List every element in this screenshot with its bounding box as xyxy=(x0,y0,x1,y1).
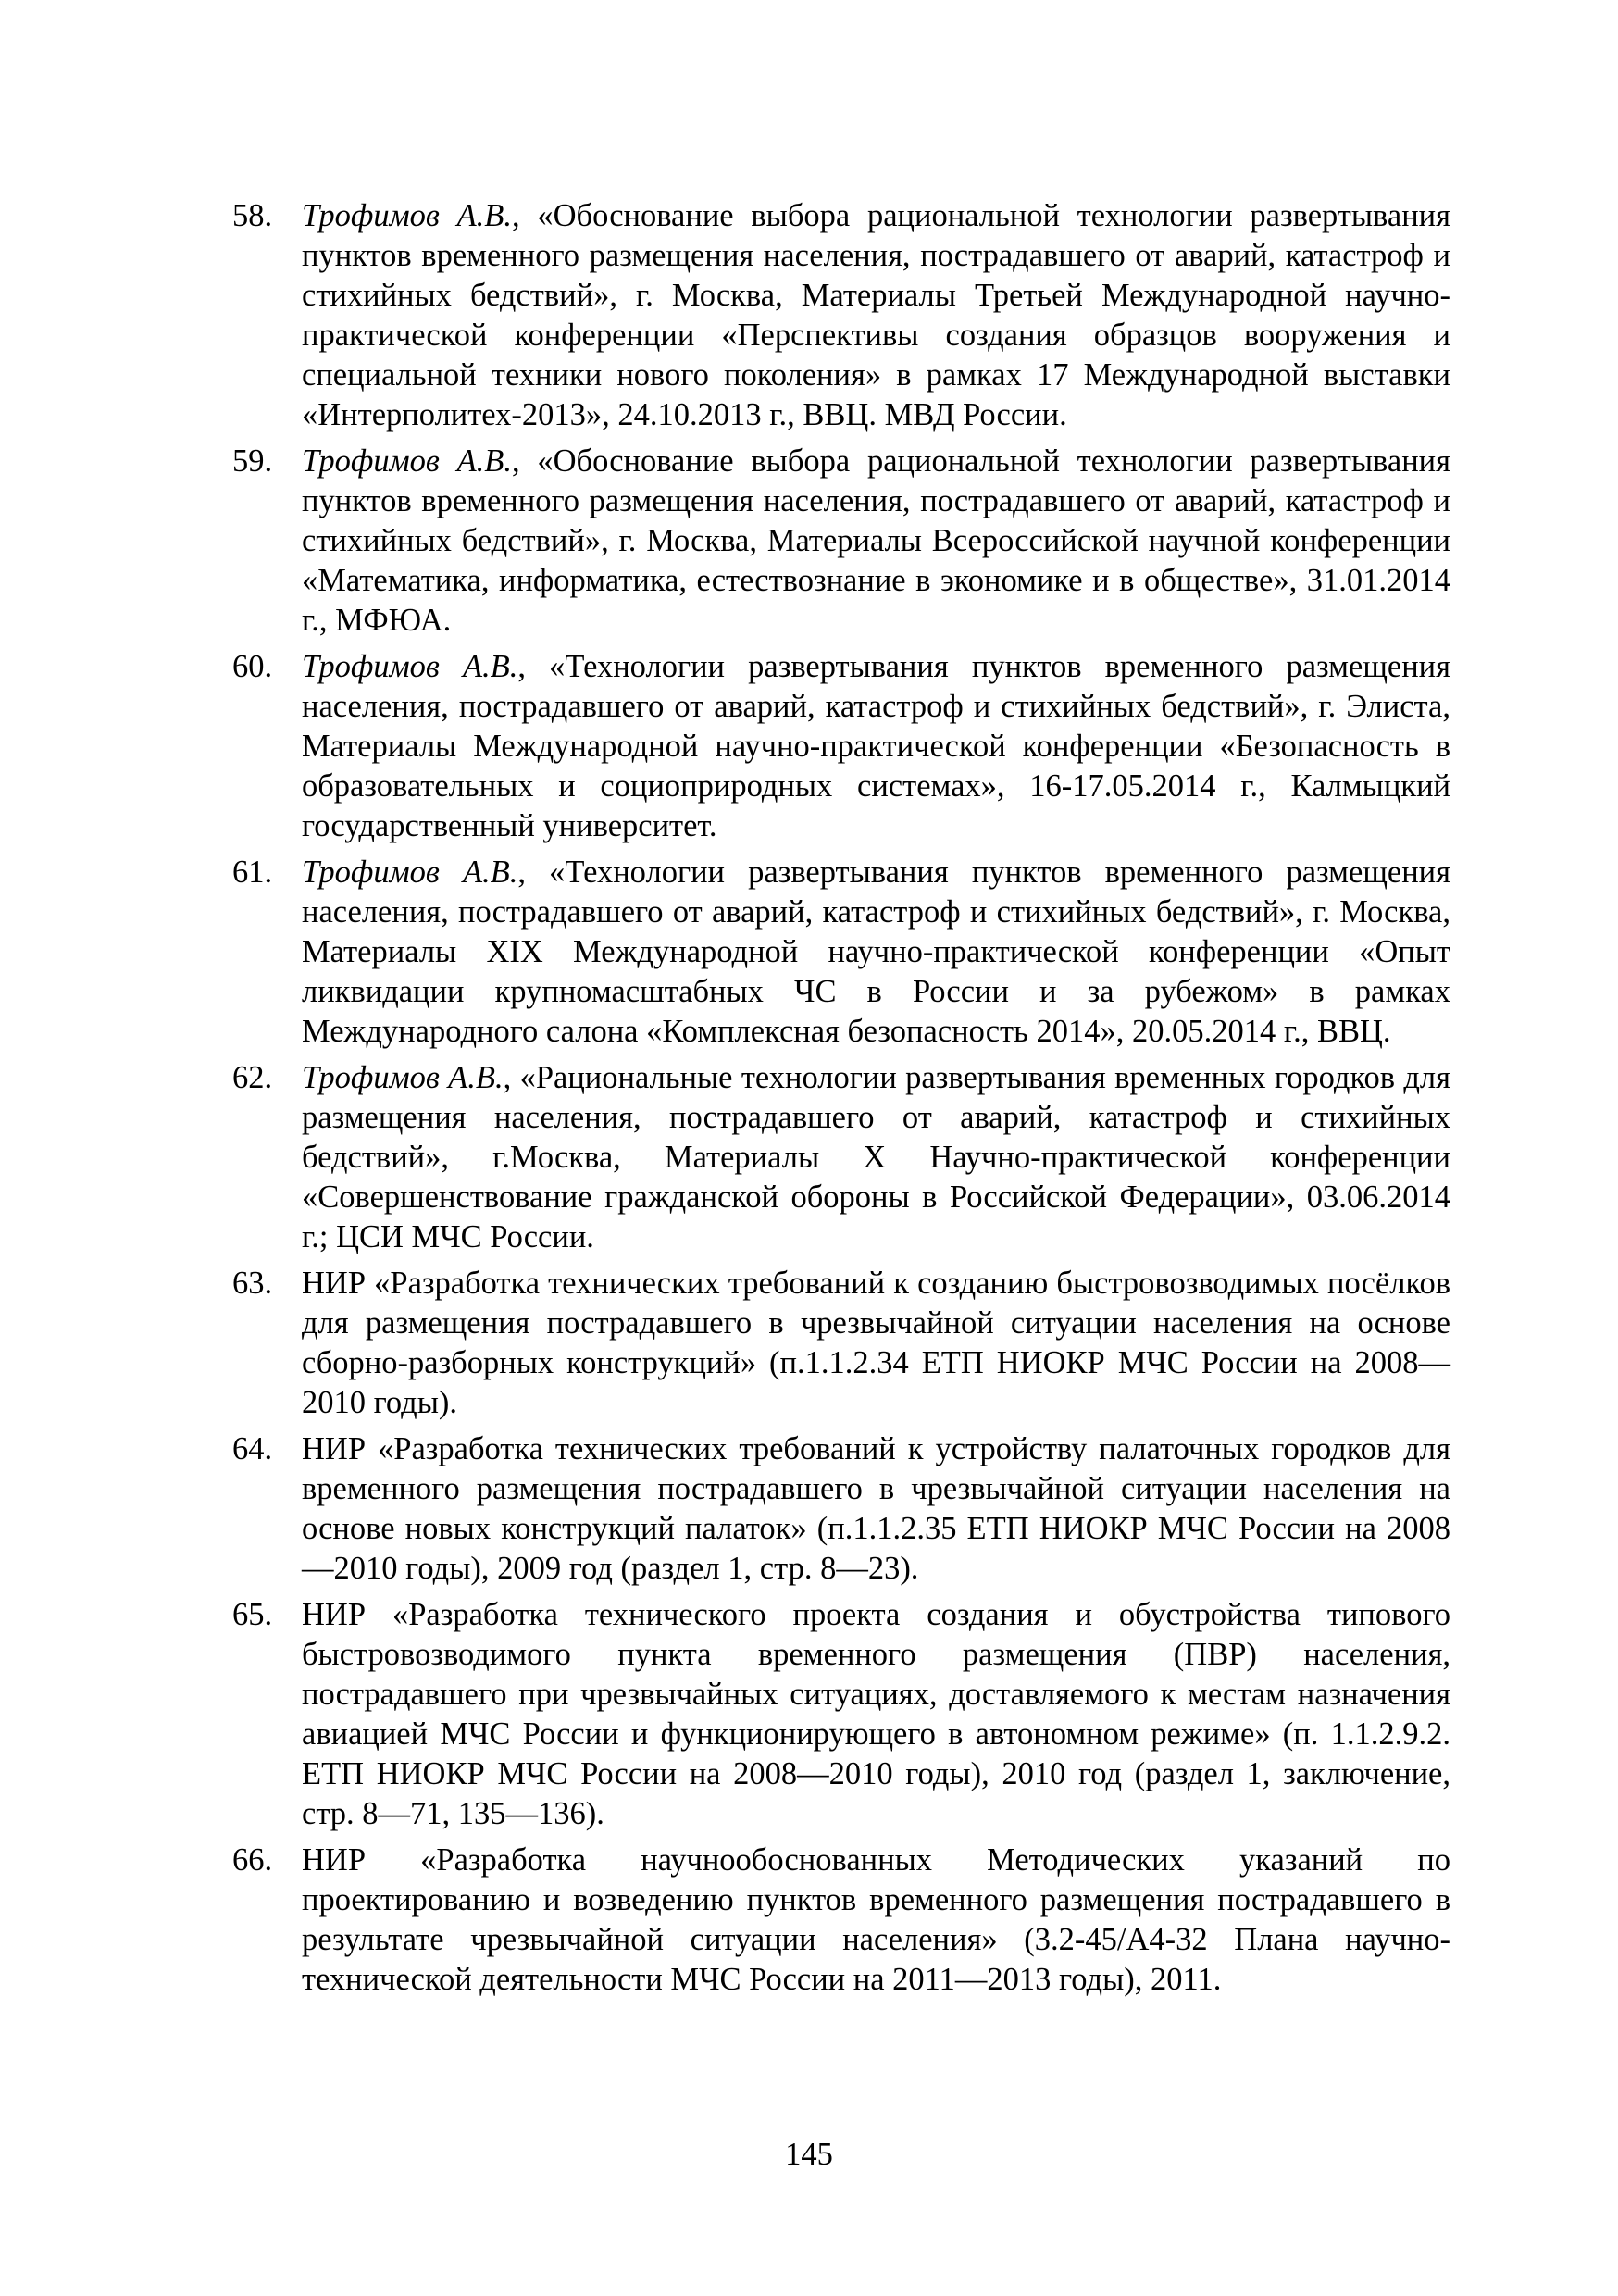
reference-author: Трофимов А.В. xyxy=(302,855,518,890)
reference-text xyxy=(302,1429,1450,1589)
reference-number: 60. xyxy=(232,649,273,684)
reference-description: НИР «Разработка технического проекта создания и обустройства типового быстровозводимого пункта временного размещения (ПВР) населения, пострадавшего при чрезвычайных ситуациях, доставляемого к местам назначения авиацией МЧС России и функционирующего в автономном режиме» (п. 1.1.2.9.2. ЕТП НИОКР МЧС России на 2008—2010 годы), 2010 год (раздел 1, заключение, стр. 8—71, 135—136). xyxy=(302,1597,1450,1831)
reference-description: НИР «Разработка технических требований к устройству палаточных городков для временного размещения пострадавшего в чрезвычайной ситуации населения на основе новых конструкций палаток» (п.1.1.2.35 ЕТП НИОКР МЧС России на 2008—2010 годы), 2009 год (раздел 1, стр. 8—23). xyxy=(302,1431,1450,1586)
reference-number: 62. xyxy=(232,1060,273,1095)
reference-item xyxy=(232,1429,1450,1589)
reference-item xyxy=(232,1595,1450,1834)
reference-item xyxy=(232,1841,1450,2000)
reference-number: 58. xyxy=(232,198,273,233)
reference-text xyxy=(302,1058,1450,1257)
reference-number: 64. xyxy=(232,1431,273,1466)
reference-text xyxy=(302,1595,1450,1834)
reference-author: Трофимов А.В. xyxy=(302,443,512,479)
reference-description: , «Рациональные технологии развертывания временных городков для размещения населения, пострадавшего от аварий, катастроф и стихийных бедствий», г.Москва, Материалы X Научно-практической конференции «Совершенствование гражданской обороны в Российской Федерации», 03.06.2014 г.; ЦСИ МЧС России. xyxy=(302,1060,1450,1254)
reference-author: Трофимов А.В. xyxy=(302,198,512,233)
reference-text xyxy=(302,1264,1450,1423)
reference-item xyxy=(232,1264,1450,1423)
reference-author: Трофимов А.В. xyxy=(302,649,518,684)
reference-number: 59. xyxy=(232,443,273,479)
reference-description: , «Технологии развертывания пунктов временного размещения населения, пострадавшего от аварий, катастроф и стихийных бедствий», г. Москва, Материалы XIX Международной научно-практической конференции «Опыт ликвидации крупномасштабных ЧС в России и за рубежом» в рамках Международного салона «Комплексная безопасность 2014», 20.05.2014 г., ВВЦ. xyxy=(302,855,1450,1049)
reference-number: 65. xyxy=(232,1597,273,1632)
reference-text xyxy=(302,1841,1450,2000)
reference-number: 61. xyxy=(232,855,273,890)
reference-description: НИР «Разработка технических требований к созданию быстровозводимых посёлков для размещения пострадавшего в чрезвычайной ситуации населения на основе сборно-разборных конструкций» (п.1.1.2.34 ЕТП НИОКР МЧС России на 2008—2010 годы). xyxy=(302,1266,1450,1420)
page-number: 145 xyxy=(785,2137,833,2172)
reference-item xyxy=(232,853,1450,1052)
reference-item xyxy=(232,647,1450,846)
reference-text xyxy=(302,196,1450,435)
reference-number: 63. xyxy=(232,1266,273,1301)
reference-text xyxy=(302,442,1450,641)
reference-description: НИР «Разработка научнообоснованных Методических указаний по проектированию и возведению пунктов временного размещения пострадавшего в результате чрезвычайной ситуации населения» (3.2-45/А4-32 Плана научно-технической деятельности МЧС России на 2011—2013 годы), 2011. xyxy=(302,1842,1450,1997)
reference-description: , «Обоснование выбора рациональной технологии развертывания пунктов временного размещения населения, пострадавшего от аварий, катастроф и стихийных бедствий», г. Москва, Материалы Всероссийской научной конференции «Математика, информатика, естествознание в экономике и в обществе», 31.01.2014 г., МФЮА. xyxy=(302,443,1450,638)
reference-list xyxy=(232,196,1450,2006)
reference-item xyxy=(232,442,1450,641)
reference-item xyxy=(232,1058,1450,1257)
reference-text xyxy=(302,853,1450,1052)
reference-item xyxy=(232,196,1450,435)
reference-author: Трофимов А.В. xyxy=(302,1060,504,1095)
reference-description: , «Обоснование выбора рациональной технологии развертывания пунктов временного размещения населения, пострадавшего от аварий, катастроф и стихийных бедствий», г. Москва, Материалы Третьей Международной научно-практической конференции «Перспективы создания образцов вооружения и специальной техники нового поколения» в рамках 17 Международной выставки «Интерполитех-2013», 24.10.2013 г., ВВЦ. МВД России. xyxy=(302,198,1450,432)
reference-text xyxy=(302,647,1450,846)
reference-description: , «Технологии развертывания пунктов временного размещения населения, пострадавшего от аварий, катастроф и стихийных бедствий», г. Элиста, Материалы Международной научно-практической конференции «Безопасность в образовательных и социоприродных системах», 16-17.05.2014 г., Калмыцкий государственный университет. xyxy=(302,649,1450,843)
reference-number: 66. xyxy=(232,1842,273,1878)
